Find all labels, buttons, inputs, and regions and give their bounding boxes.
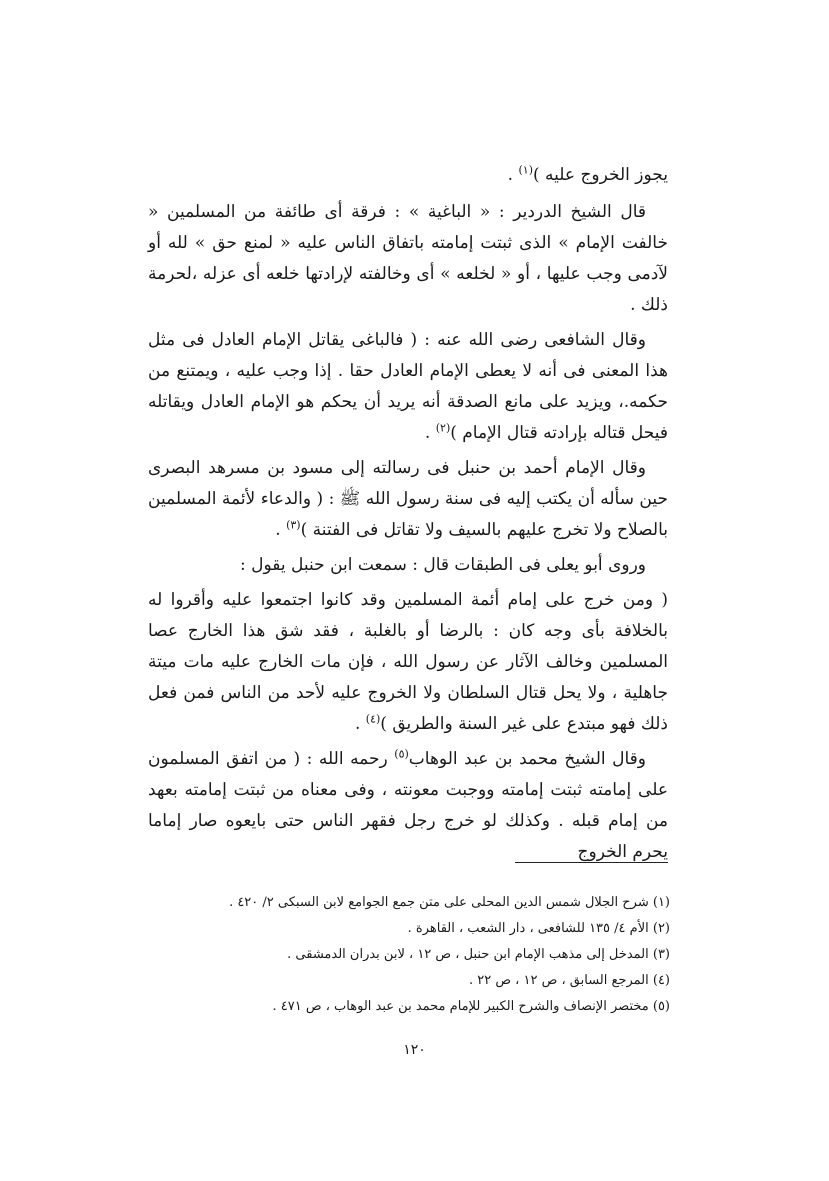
footnote-ref: (١): [518, 163, 533, 177]
footnote-ref: (٢): [435, 421, 451, 435]
paragraph-shafii: [148, 325, 668, 449]
paragraph-text: يجوز الخروج عليه ): [533, 165, 668, 185]
paragraph-text: وقال الشيخ محمد بن عبد الوهاب: [408, 749, 646, 769]
paragraph-ahmad: [148, 453, 668, 546]
footnote: (٤) المرجع السابق ، ص ١٢ ، ص ٢٢ .: [468, 973, 670, 988]
period: .: [507, 165, 519, 185]
paragraph-text: ( ومن خرج على إمام أئمة المسلمين وقد كانوا اجتمعوا عليه وأقروا له بالخلافة بأى وجه كان : بالرضا أو بالغلبة ، فقد شق هذا الخارج عصا المسلمين وخالف الآثار عن رسول الله ، فإن مات الخارج عليه مات ميتة جاهلية ، ولا يحل قتال السلطان ولا الخروج عليه لأحد من الناس فمن فعل ذلك فهو مبتدع على غير السنة والطريق ): [148, 590, 668, 734]
footnote: (٥) مختصر الإنصاف والشرح الكبير للإمام محمد بن عبد الوهاب ، ص ٤٧١ .: [272, 999, 670, 1014]
page-number: ١٢٠: [403, 1042, 426, 1058]
footnote-ref: (٣): [286, 518, 301, 532]
paragraph-abu-yala: [148, 550, 668, 581]
paragraph-text: وروى أبو يعلى فى الطبقات قال : سمعت ابن حنبل يقول :: [240, 555, 646, 575]
paragraph-dardir: [148, 197, 668, 321]
paragraph-ibn-abd-al-wahhab: [148, 744, 668, 868]
paragraph-text: رحمه الله : ( من اتفق المسلمون على إمامته ثبتت إمامته ووجبت معونته ، وفى معناه من ثبتت إمامته بعهد من إمام قبله . وكذلك لو خرج رجل فقهر الناس حتى بايعوه صار إماما يحرم الخروج: [148, 749, 668, 862]
footnotes-section: [229, 890, 670, 1020]
period: .: [275, 520, 287, 540]
paragraph-continuation: [148, 160, 668, 191]
main-text-block: [148, 160, 668, 872]
paragraph-text: وقال الإمام أحمد بن حنبل فى رسالته إلى مسود بن مسرهد البصرى حين سأله أن يكتب إليه فى سنة رسول الله ﷺ : ( والدعاء لأئمة المسلمين بالصلاح ولا تخرج عليهم بالسيف ولا تقاتل فى الفتنة ): [148, 458, 668, 540]
period: .: [354, 714, 366, 734]
footnote-separator: [515, 862, 668, 863]
footnote-ref: (٥): [394, 747, 409, 761]
footnote: (١) شرح الجلال شمس الدين المحلى على متن جمع الجوامع لابن السبكى ٢/ ٤٢٠ .: [229, 895, 670, 910]
footnote: (٣) المدخل إلى مذهب الإمام ابن حنبل ، ص ١٢ ، لابن بدران الدمشقى .: [287, 947, 670, 962]
period: .: [424, 423, 436, 443]
footnote: (٢) الأم ٤/ ١٣٥ للشافعى ، دار الشعب ، القاهرة .: [407, 921, 670, 936]
paragraph-text: وقال الشافعى رضى الله عنه : ( فالباغى يقاتل الإمام العادل فى مثل هذا المعنى فى أنه لا يعطى الإمام العادل حقا . إذا وجب عليه ، ويمتنع من حكمه.، ويزيد على مانع الصدقة أنه يريد أن يحكم هو الإمام العادل ويقاتله فيحل قتاله بإرادته قتال الإمام ): [148, 330, 668, 443]
paragraph-quote-ibn-hanbal: [148, 585, 668, 740]
paragraph-text: قال الشيخ الدردير : « الباغية » : فرقة أى طائفة من المسلمين « خالفت الإمام » الذى ثبتت إمامته باتفاق الناس عليه « لمنع حق » لله أو لآدمى وجب عليها ، أو « لخلعه » أى وخالفته لإرادتها خلعه أى عزله ،لحرمة ذلك .: [148, 202, 668, 315]
footnote-ref: (٤): [365, 712, 381, 726]
